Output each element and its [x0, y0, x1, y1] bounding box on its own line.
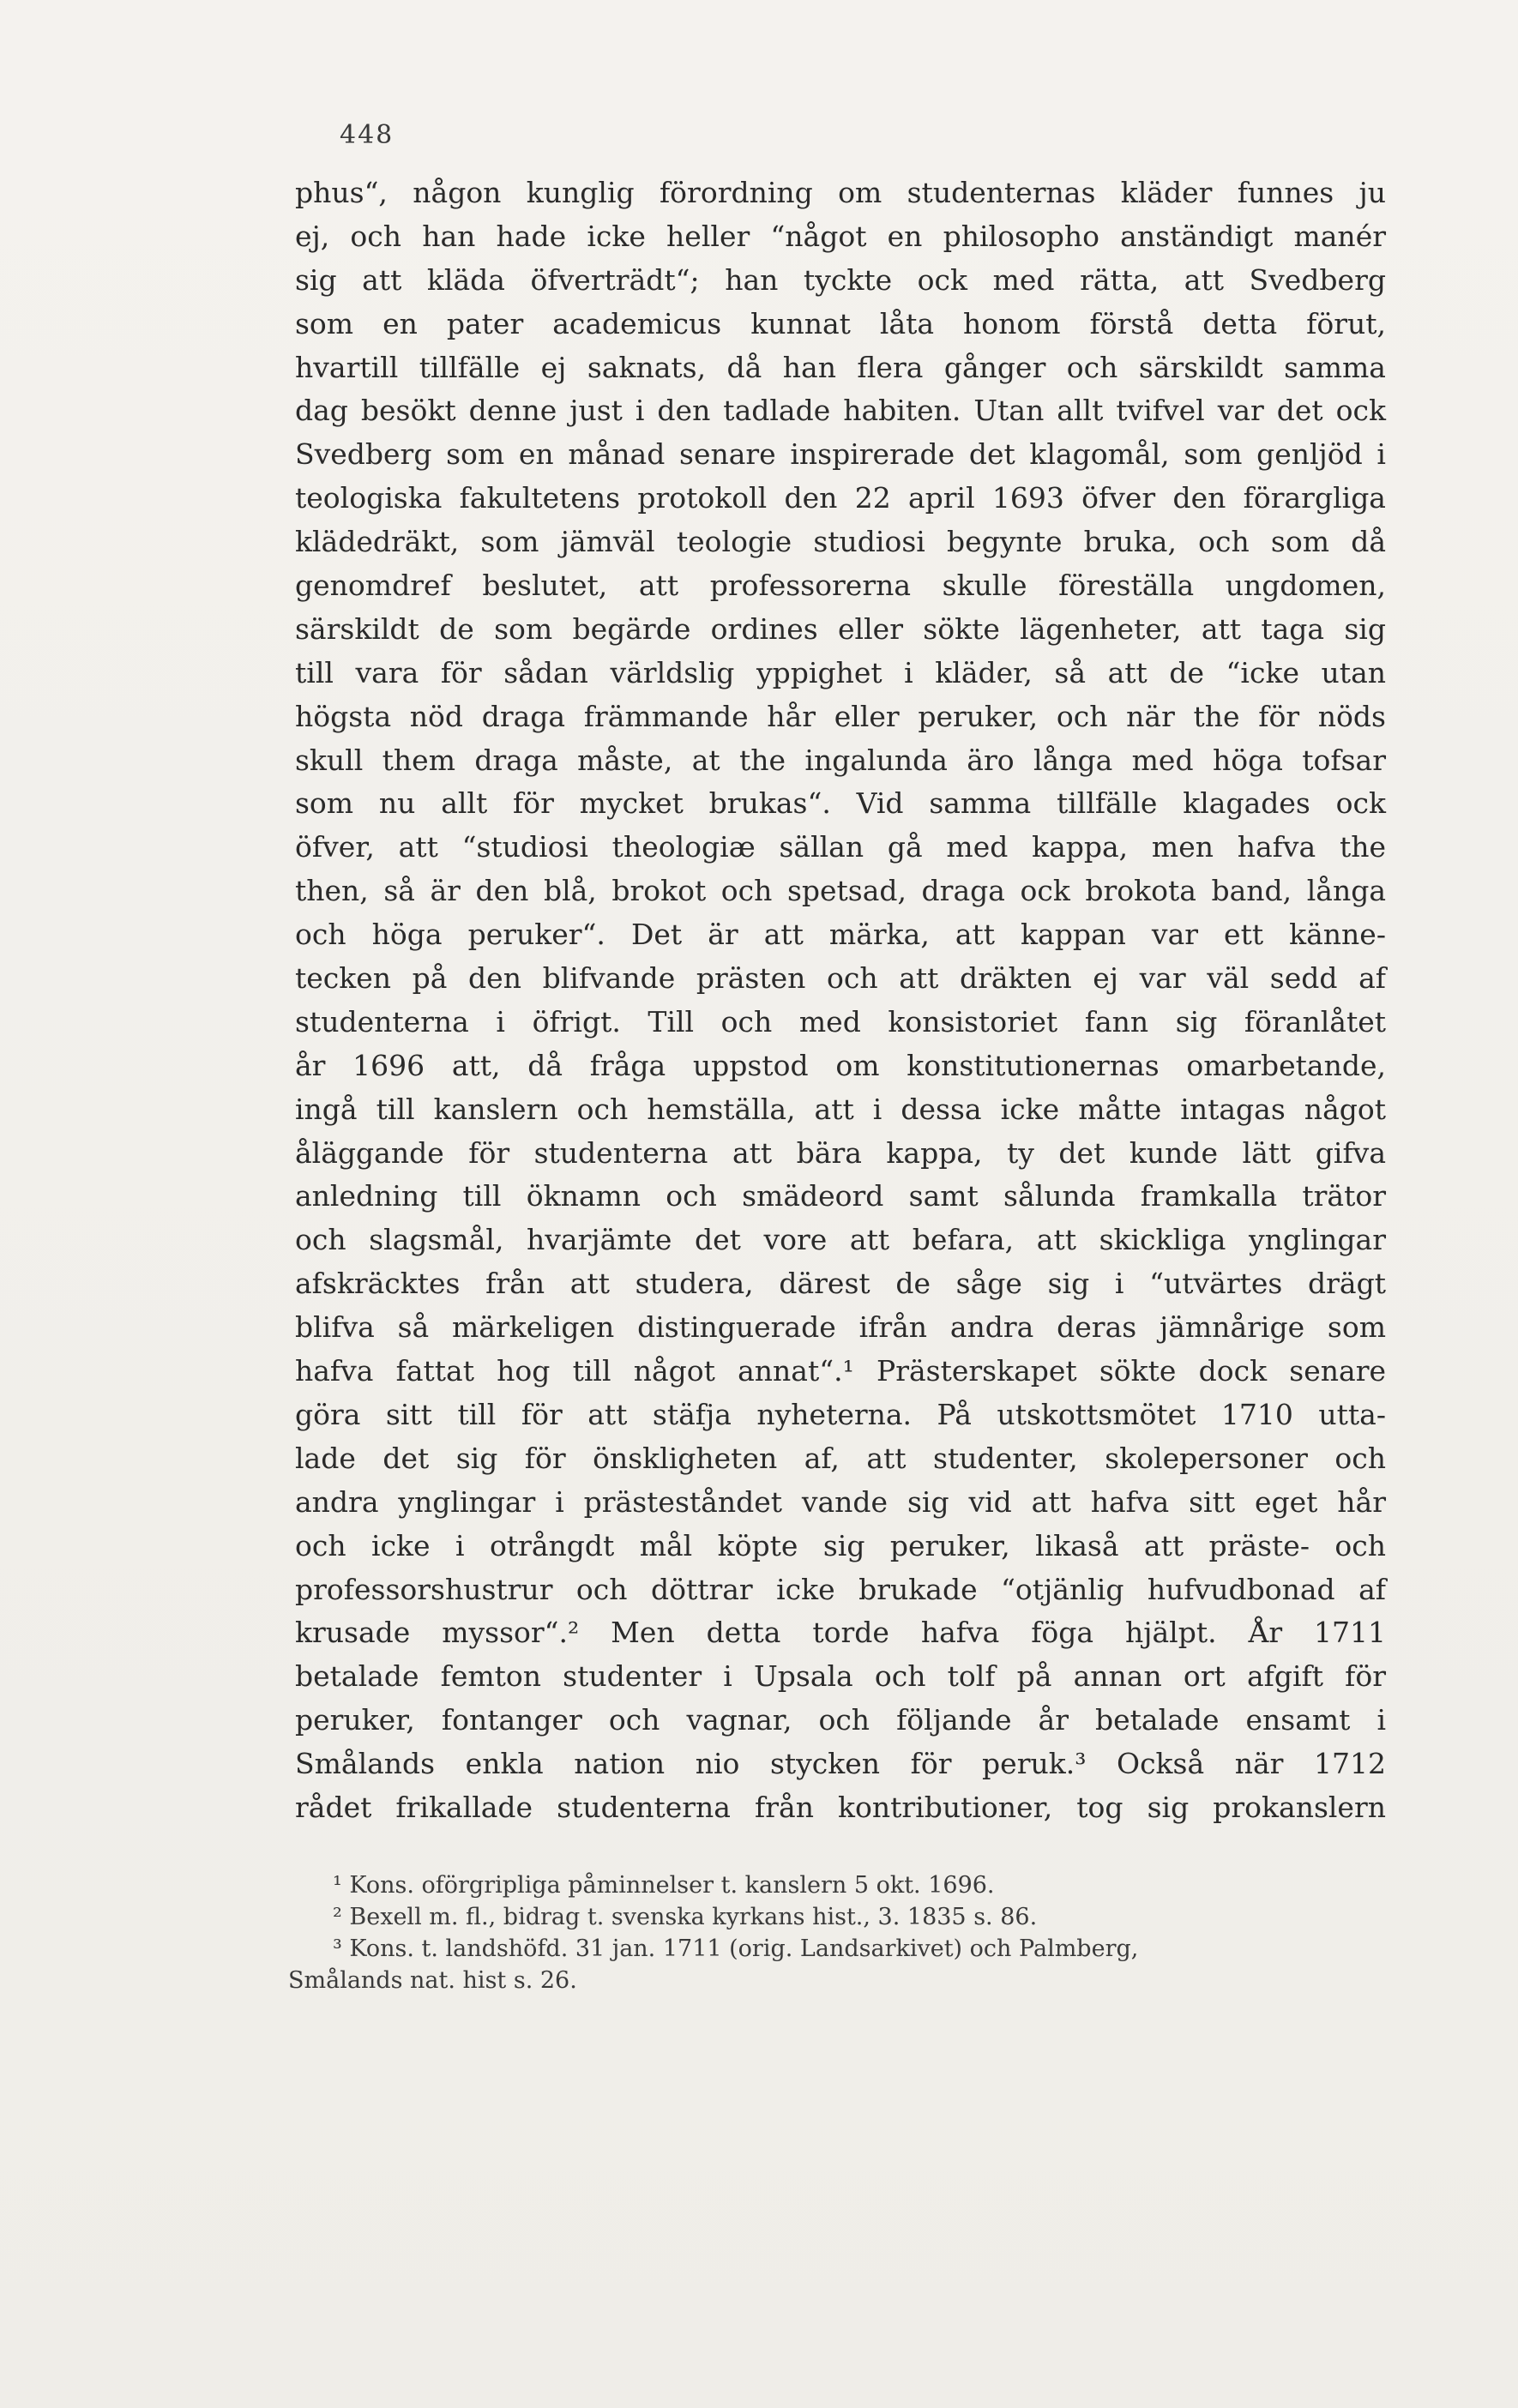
text-line: krusade myssor“.² Men detta torde hafva föga hjälpt. År 1711 [295, 1616, 1386, 1650]
text-line: år 1696 att, då fråga uppstod om konstitutionernas omarbetande, [295, 1048, 1386, 1082]
text-line: then, så är den blå, brokot och spetsad, draga ock brokota band, långa [295, 874, 1386, 908]
text-line: ej, och han hade icke heller “något en philosopho anständigt manér [295, 219, 1386, 253]
text-line: lade det sig för önskligheten af, att studenter, skolepersoner och [295, 1441, 1386, 1475]
footnote-1: ¹ Kons. oförgripliga påminnelser t. kanslern 5 okt. 1696. [333, 1872, 995, 1899]
text-line: dag besökt denne just i den tadlade habiten. Utan allt tvifvel var det ock [295, 394, 1386, 428]
text-line: peruker, fontanger och vagnar, och följande år betalade ensamt i [295, 1703, 1386, 1737]
text-line: blifva så märkeligen distinguerade ifrån andra deras jämnårige som [295, 1310, 1386, 1345]
body-text [295, 172, 1386, 1830]
footnotes [288, 1869, 1386, 1996]
text-line: som en pater academicus kunnat låta honom förstå detta förut, [295, 306, 1386, 340]
text-line: professorshustrur och döttrar icke brukade “otjänlig hufvudbonad af [295, 1572, 1386, 1606]
text-line: och icke i otrångdt mål köpte sig peruker, likaså att präste- och [295, 1528, 1386, 1562]
text-line: tecken på den blifvande prästen och att dräkten ej var väl sedd af [295, 961, 1386, 996]
text-line: studenterna i öfrigt. Till och med konsistoriet fann sig föranlåtet [295, 1004, 1386, 1038]
text-line: genomdref beslutet, att professorerna skulle föreställa ungdomen, [295, 569, 1386, 603]
text-line: teologiska fakultetens protokoll den 22 april 1693 öfver den förargliga [295, 481, 1386, 515]
text-line: anledning till öknamn och smädeord samt sålunda framkalla trätor [295, 1179, 1386, 1213]
text-line: åläggande för studenterna att bära kappa, ty det kunde lätt gifva [295, 1135, 1386, 1170]
text-line: och höga peruker“. Det är att märka, att kappan var ett känne- [295, 918, 1386, 952]
text-line: högsta nöd draga främmande hår eller peruker, och när the för nöds [295, 699, 1386, 733]
text-line: betalade femton studenter i Upsala och tolf på annan ort afgift för [295, 1659, 1386, 1694]
text-line: afskräcktes från att studera, därest de såge sig i “utvärtes drägt [295, 1267, 1386, 1301]
text-line: särskildt de som begärde ordines eller sökte lägenheter, att taga sig [295, 611, 1386, 646]
text-line: skull them draga måste, at the ingalunda äro långa med höga tofsar [295, 743, 1386, 777]
text-line: hvartill tillfälle ej saknats, då han flera gånger och särskildt samma [295, 350, 1386, 384]
text-line: hafva fattat hog till något annat“.¹ Prästerskapet sökte dock senare [295, 1354, 1386, 1388]
text-line: rådet frikallade studenterna från kontributioner, tog sig prokanslern [295, 1790, 1386, 1824]
text-line: till vara för sådan världslig yppighet i kläder, så att de “icke utan [295, 655, 1386, 689]
text-line: och slagsmål, hvarjämte det vore att befara, att skickliga ynglingar [295, 1223, 1386, 1257]
text-line: Svedberg som en månad senare inspirerade det klagomål, som genljöd i [295, 437, 1386, 472]
text-line: öfver, att “studiosi theologiæ sällan gå med kappa, men hafva the [295, 830, 1386, 864]
text-line: klädedräkt, som jämväl teologie studiosi begynte bruka, och som då [295, 525, 1386, 559]
footnote-3: ³ Kons. t. landshöfd. 31 jan. 1711 (orig. Landsarkivet) och Palmberg, [333, 1935, 1139, 1962]
page-number: 448 [340, 120, 395, 150]
footnote-3-continued: Smålands nat. hist s. 26. [288, 1967, 577, 1994]
text-line: andra ynglingar i prästeståndet vande sig vid att hafva sitt eget hår [295, 1484, 1386, 1519]
text-line: Smålands enkla nation nio stycken för peruk.³ Också när 1712 [295, 1747, 1386, 1781]
text-line: phus“, någon kunglig förordning om studenternas kläder funnes ju [295, 176, 1386, 209]
text-line: göra sitt till för att stäfja nyheterna. På utskottsmötet 1710 utta- [295, 1397, 1386, 1431]
text-line: som nu allt för mycket brukas“. Vid samma tillfälle klagades ock [295, 786, 1386, 821]
text-line: ingå till kanslern och hemställa, att i dessa icke måtte intagas något [295, 1092, 1386, 1126]
footnote-2: ² Bexell m. fl., bidrag t. svenska kyrkans hist., 3. 1835 s. 86. [333, 1904, 1038, 1930]
text-line: sig att kläda öfverträdt“; han tyckte ock med rätta, att Svedberg [295, 262, 1386, 297]
